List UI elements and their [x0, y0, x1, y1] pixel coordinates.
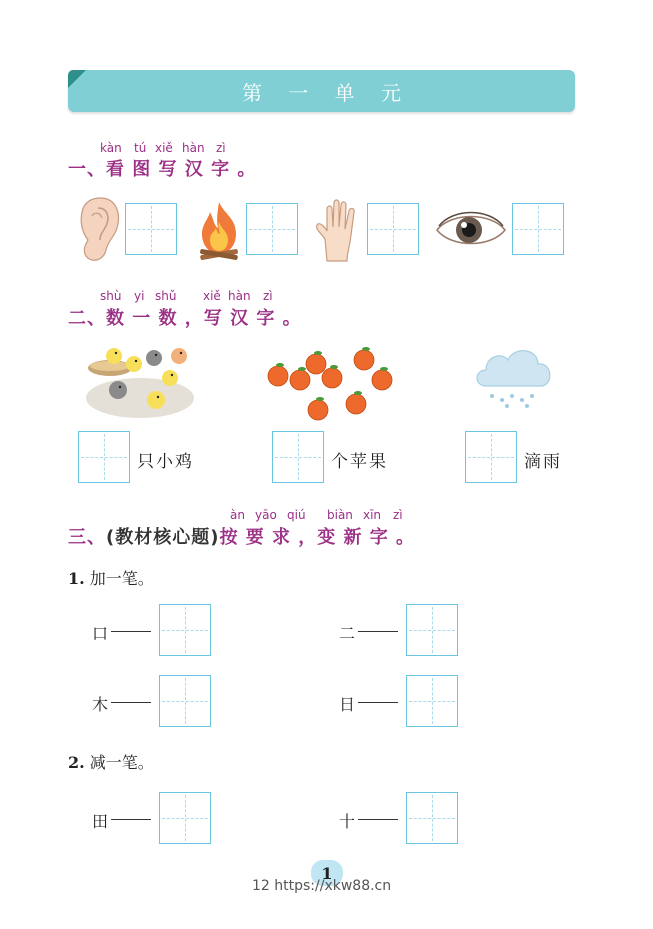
q2-heading [68, 750, 154, 773]
q1-number: 1. [68, 569, 85, 588]
q2-dash-tian [111, 819, 151, 820]
section1-number: 一、 [68, 159, 106, 180]
answer-box-hand[interactable] [367, 203, 419, 255]
section1-title: 看 图 写 汉 字 。 [106, 159, 257, 180]
pinyin-xin: xīn [363, 508, 382, 522]
pinyin-han: hàn [182, 141, 205, 155]
q1-char-er: 二 [339, 624, 356, 643]
page-number: 1 [321, 863, 333, 883]
q1-label: 加一笔。 [89, 569, 154, 588]
q1-char-kou: 口 [92, 624, 109, 643]
pinyin-xie: xiě [155, 141, 173, 155]
pinyin-zi: zì [216, 141, 226, 155]
answer-box-eye[interactable] [512, 203, 564, 255]
section3-heading [68, 523, 415, 549]
pinyin-shu1: shù [100, 289, 122, 303]
q2-label: 减一笔。 [89, 753, 154, 772]
answer-box-tian[interactable] [159, 792, 211, 844]
pinyin-shu2: shǔ [155, 289, 177, 303]
answer-box-kou[interactable] [159, 604, 211, 656]
pinyin-yao: yāo [255, 508, 277, 522]
section2-number: 二、 [68, 308, 106, 329]
section2-title: 数 一 数 ，写 汉 字 。 [106, 308, 302, 329]
answer-box-mu[interactable] [159, 675, 211, 727]
eye-icon [433, 208, 509, 252]
label-rain: 滴雨 [524, 452, 562, 472]
rain-cloud-icon [472, 342, 556, 414]
fire-icon [194, 200, 244, 262]
pinyin-yi: yi [134, 289, 145, 303]
q2-char-shi: 十 [339, 812, 356, 831]
section3-title: 按 要 求 ，变 新 字 。 [219, 527, 416, 548]
q1-heading [68, 566, 154, 589]
pinyin-zi3: zì [393, 508, 403, 522]
pinyin-xie2: xiě [203, 289, 221, 303]
q1-char-mu: 木 [92, 695, 109, 714]
pinyin-qiu: qiú [287, 508, 306, 522]
section3-number: 三、 [68, 527, 106, 548]
pinyin-han2: hàn [228, 289, 251, 303]
ear-icon [78, 196, 122, 264]
answer-box-ear[interactable] [125, 203, 177, 255]
pinyin-kan: kàn [100, 141, 122, 155]
section2-heading [68, 304, 302, 330]
pinyin-an: àn [230, 508, 245, 522]
unit-banner [68, 70, 575, 112]
q1-char-ri: 日 [339, 695, 356, 714]
answer-box-er[interactable] [406, 604, 458, 656]
footer-watermark: 12 https://xkw88.cn [252, 878, 392, 894]
hand-icon [313, 199, 363, 263]
chicks-icon [84, 342, 196, 420]
answer-box-apples[interactable] [272, 431, 324, 483]
pinyin-bian: biàn [327, 508, 353, 522]
answer-box-fire[interactable] [246, 203, 298, 255]
banner-corner [68, 70, 86, 88]
q1-dash-mu [111, 702, 151, 703]
section3-note: (教材核心题) [106, 527, 220, 548]
q1-dash-er [358, 631, 398, 632]
section1-heading [68, 155, 256, 181]
q1-dash-ri [358, 702, 398, 703]
pinyin-zi2: zì [263, 289, 273, 303]
q1-dash-kou [111, 631, 151, 632]
q2-char-tian: 田 [92, 812, 109, 831]
answer-box-chicks[interactable] [78, 431, 130, 483]
q2-dash-shi [358, 819, 398, 820]
label-chicks: 只小鸡 [137, 452, 194, 472]
answer-box-ri[interactable] [406, 675, 458, 727]
pinyin-tu: tú [134, 141, 147, 155]
unit-title: 第 一 单 元 [241, 80, 412, 105]
apples-icon [264, 344, 398, 426]
q2-number: 2. [68, 753, 85, 772]
answer-box-rain[interactable] [465, 431, 517, 483]
answer-box-shi[interactable] [406, 792, 458, 844]
label-apples: 个苹果 [331, 452, 388, 472]
